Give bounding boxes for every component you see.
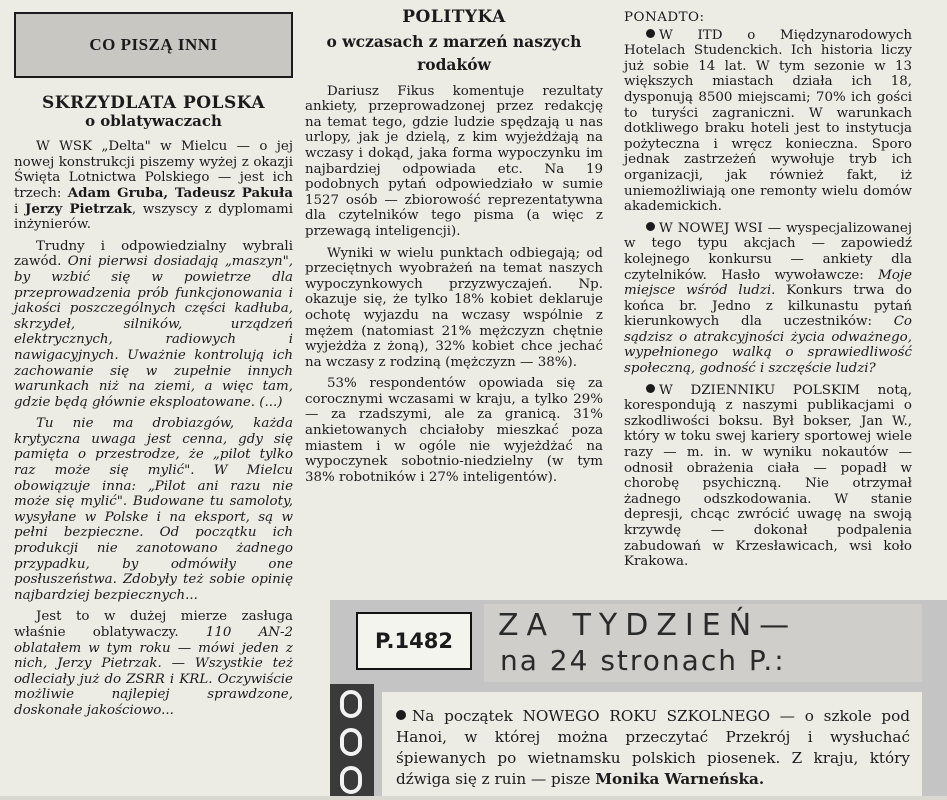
article-subtitle: o wczasach z marzeń naszych rodaków	[326, 31, 582, 74]
banner-title	[484, 604, 922, 682]
bullet-icon	[396, 710, 406, 720]
section-header: PONADTO:	[624, 10, 705, 25]
paragraph	[14, 609, 293, 718]
text: W NOWEJ WSI — wyspecjalizowanej w tego typu akcjach — zapowiedź kolejnego konkursu — ankiety dla czytelników. Hasło wywoławcze:	[624, 220, 912, 283]
article-subtitle: o oblatywaczach	[85, 111, 222, 130]
paragraph	[14, 239, 293, 411]
text: Na początek NOWEGO ROKU SZKOLNEGO — o szkole pod Hanoi, w której można przeczytać Przekrój i wysłuchać śpiewanych po wietnamsku polskich piosenek. Z kraju, który dźwiga się z ruin — pisze	[396, 707, 910, 788]
section-header-box	[14, 12, 293, 78]
section-header-label: CO PISZĄ INNI	[89, 35, 218, 55]
paragraph	[624, 383, 912, 570]
banner-text	[382, 692, 922, 800]
paragraph	[624, 221, 912, 377]
text-italic: 110 AN-2 oblatałem w tym roku — mówi jeden z nich, Jerzy Pietrzak. — Wszystkie też odleciały już do ZSRR i KRL. Oczywiście możliwie najlepiej sprawdzone, doskonałe jakościowo...	[14, 625, 293, 718]
column-ponadto	[624, 10, 912, 576]
text: Trudny i odpowiedzialny wybrali zawód.	[14, 238, 293, 270]
text: Jest to w dużej mierze zasługa właśnie oblatywaczy.	[14, 609, 293, 640]
banner-title-line2: na 24 stronach P.:	[500, 644, 786, 677]
article-title: POLITYKA	[402, 7, 506, 27]
text-italic: Tu nie ma drobiazgów, każda krytyczna uwaga jest cenna, gdy się pamięta o przestrodze, że „pilot tylko raz może się mylić". W Mielcu obowiązuje inna: „Pilot ani razu nie może się mylić". Budowane tu samoloty, wysyłane w Polske i na eksport, są w pełni bezpieczne. Od początku ich produkcji nie zanotowano żadnego przypadku, by odmówiły one posłuszeństwa. Zdobyły też sobie opinię najbardziej bezpiecznych...	[14, 416, 293, 603]
paragraph: Dariusz Fikus komentuje rezultaty ankiety, przeprowadzonej przez redakcję na temat tego, gdzie ludzie spędzają u nas urlopy, jak je dzielą, z kim wyjeżdżają na wczasy i dokąd, jaka forma wypoczynku im najbardziej odpowiada etc. Na 19 podobnych pytań odpowiedziało w sumie 1527 osób — zbiorowość reprezentatywna dla czytelników tego pisma (a więc z przewagą inteligencji).	[305, 83, 603, 239]
text: W WSK „Delta" w Mielcu — o jej nowej konstrukcji piszemy wyżej z okazji Święta Lotnictwa Polskiego — jest ich trzech:	[14, 139, 293, 201]
text-italic: Oni pierwsi dosiadają „maszyn", by wzbić się w powietrze dla przeprowadzenia prób funkcjonowania i jakości poszczególnych części kadłuba, skrzydeł, silników, urządzeń elektrycznych, radiowych i nawigacyjnych. Uważnie kontrolują ich zachowanie się w zupełnie innych warunkach niż na ziemi, a więc tam, gdzie będą głównie eksploatowane. (...)	[14, 254, 293, 410]
bullet-icon	[646, 222, 655, 231]
page-edge	[0, 796, 947, 800]
column-co-pisza-inni	[14, 12, 293, 725]
names-bold: Adam Gruba, Tadeusz Pakuła	[67, 184, 294, 201]
text: , wszyscy z dyplomami inżynierów.	[14, 201, 294, 233]
bullet-icon	[646, 384, 655, 393]
paragraph: Wyniki w wielu punktach odbiegają; od przeciętnych wyobrażeń na temat naszych wypoczynkowych przyzwyczajeń. Np. okazuje się, że tylko 18% kobiet deklaruje ochotę wyjazdu na wczasy wspólnie z mężem (natomiast 21% mężczyzn chętnie wyjeżdża z żoną), 32% kobiet chce jechać na wczasy z rodziną (mężczyzn — 38%).	[305, 245, 603, 370]
decorative-bar	[330, 684, 374, 800]
paragraph: 53% respondentów opowiada się za corocznymi wczasami w kraju, a tylko 29% — za rzadszymi, ale za granicą. 31% ankietowanych chciałoby mieszkać poza miastem i w ogóle nie wyjeżdżać na wypoczynek sobotnio-niedzielny (w tym 38% robotników i 27% inteligentów).	[305, 376, 603, 485]
text: Konkurs trwa do końca br. Jedno z kilkunastu pytań kierunkowych dla uczestników:	[624, 283, 912, 330]
banner-title-line1: ZA TYDZIEŃ—	[498, 608, 798, 643]
text: W ITD o Międzynarodowych Hotelach Studenckich. Ich historia liczy już sobie 14 lat. W tym sezonie w 13 większych miastach działa ich 18, dysponują 8500 miejscami; 70% ich gości to turyści zagraniczni. W warunkach dotkliwego braku hoteli jest to instytucja pożyteczna i wręcz konieczna. Sporo jednak zastrzeżeń wywołuje tryb ich organizacji, jak również fakt, iż uniemożliwiają one remonty wielu domów akademickich.	[624, 27, 912, 215]
ornament-icon	[340, 766, 362, 794]
ornament-icon	[340, 690, 362, 718]
article-title: SKRZYDLATA POLSKA	[41, 93, 266, 113]
issue-code: P.1482	[375, 629, 453, 653]
text: i	[14, 201, 26, 217]
text-italic: Moje miejsce wśród ludzi.	[624, 267, 912, 299]
issue-code-box	[356, 612, 472, 670]
text: W DZIENNIKU POLSKIM notą, korespondują z naszymi publikacjami o szkodliwości boksu. Był bokser, Jan W., który w toku swej kariery sportowej wiele razy — m. in. w wyniku nokautów — odnosił obrażenia ciała — popadł w chorobę psychiczną. Nie otrzymał żadnego odszkodowania. W stanie depresji, chcąc zwrócić uwagę na swoją krzywdę — dokonał podpalenia zabudowań w Krzesławicach, wsi koło Krakowa.	[624, 382, 912, 570]
bullet-icon	[646, 29, 655, 38]
column-polityka	[305, 7, 603, 491]
paragraph	[14, 139, 293, 233]
name-bold: Jerzy Pietrzak	[25, 200, 132, 217]
author-name: Monika Warneńska.	[595, 770, 765, 788]
paragraph	[14, 416, 293, 603]
text-italic: Co sądzisz o atrakcyjności życia odważnego, wypełnionego walką o sprawiedliwość społeczną, godność i szczęście ludzi?	[624, 314, 912, 377]
ornament-icon	[340, 728, 362, 756]
paragraph	[624, 28, 912, 215]
